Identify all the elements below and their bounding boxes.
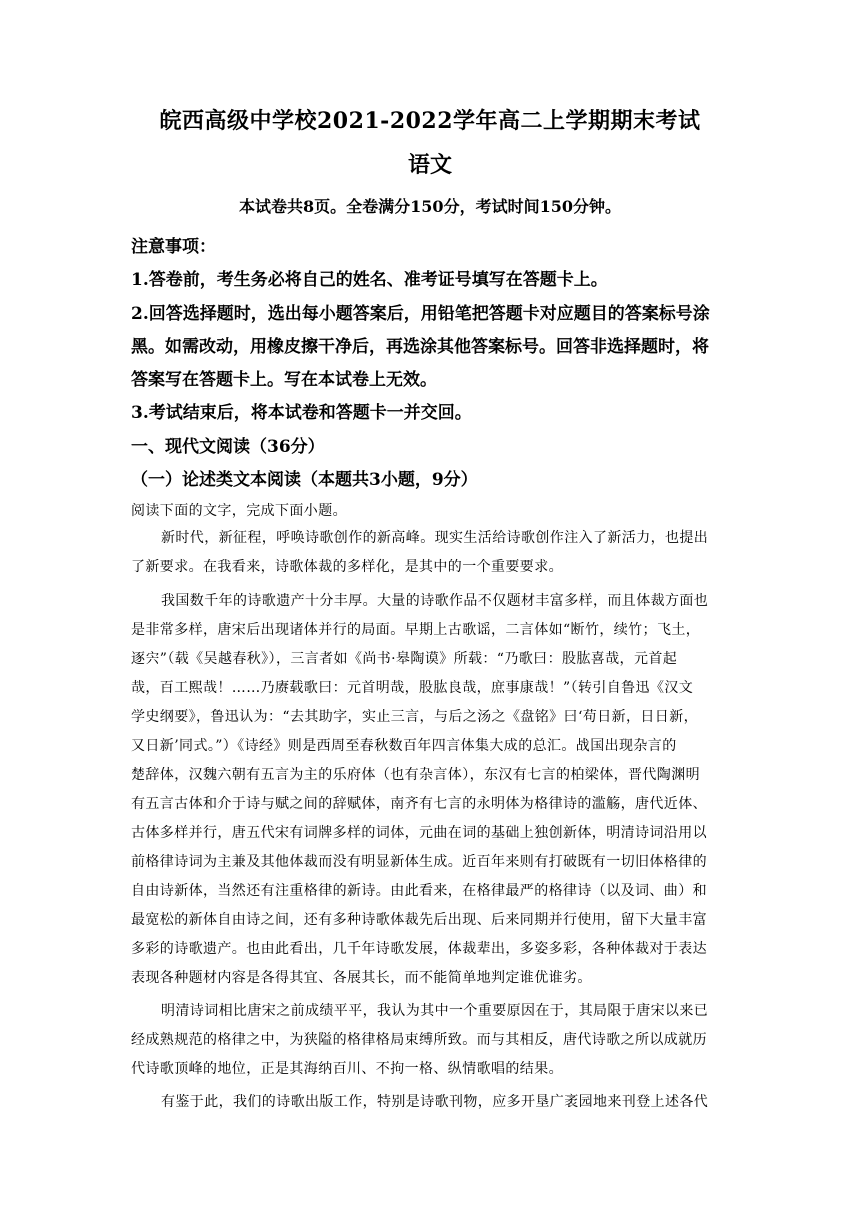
- passage-line: 又日新’同式。”）《诗经》则是西周至春秋数百年四言体集大成的总汇。战国出现杂言的: [131, 738, 677, 754]
- passage-line: 我国数千年的诗歌遗产十分丰厚。大量的诗歌作品不仅题材丰富多样，而且体裁方面也: [161, 593, 709, 609]
- notice-line: 1.答卷前，考生务必将自己的姓名、准考证号填写在答题卡上。: [131, 270, 608, 290]
- instruction-text: 阅读下面的文字，完成下面小题。: [131, 503, 347, 519]
- passage-line: 最宽松的新体自由诗之间，还有多种诗歌体裁先后出现、后来同期并行使用，留下大量丰富: [131, 912, 707, 928]
- passage-line: 古体多样并行，唐五代宋有词牌多样的词体，元曲在词的基础上独创新体，明清诗词沿用以: [131, 825, 707, 841]
- exam-subject: 语文: [407, 152, 452, 178]
- passage-line: 前格律诗词为主兼及其他体裁而没有明显新体生成。近百年来则有打破既有一切旧体格律的: [131, 854, 707, 870]
- passage-line: 自由诗新体，当然还有注重格律的新诗。由此看来，在格律最严的格律诗（以及词、曲）和: [131, 883, 707, 899]
- notices-heading: 注意事项：: [131, 237, 216, 257]
- section-subheading: （一）论述类文本阅读（本题共3小题，9分）: [131, 470, 478, 490]
- passage-line: 多彩的诗歌遗产。也由此看出，几千年诗歌发展，体裁辈出，多姿多彩，各种体裁对于表达: [131, 941, 707, 957]
- notice-line: 2.回答选择题时，选出每小题答案后，用铅笔把答题卡对应题目的答案标号涂: [131, 304, 710, 324]
- passage-line: 逐宍”（载《吴越春秋》），三言者如《尚书·皋陶谟》所载：“乃歌曰：股肱喜哉，元首起: [131, 651, 678, 667]
- exam-info: 本试卷共8页。全卷满分150分，考试时间150分钟。: [239, 197, 621, 216]
- passage-line: 代诗歌顶峰的地位，正是其海纳百川、不拘一格、纵情歌唱的结果。: [131, 1061, 563, 1077]
- passage-line: 新时代，新征程，呼唤诗歌创作的新高峰。现实生活给诗歌创作注入了新活力，也提出: [161, 530, 709, 546]
- passage-line: 有鉴于此，我们的诗歌出版工作，特别是诗歌刊物，应多开垦广袤园地来刊登上述各代: [161, 1094, 709, 1110]
- passage-line: 明清诗词相比唐宋之前成绩平平，我认为其中一个重要原因在于，其局限于唐宋以来已: [161, 1003, 709, 1019]
- passage-line: 经成熟规范的格律之中，为狭隘的格律格局束缚所致。而与其相反，唐代诗歌之所以成就历: [131, 1032, 707, 1048]
- passage-line: 楚辞体，汉魏六朝有五言为主的乐府体（也有杂言体），东汉有七言的柏梁体，晋代陶渊明: [131, 767, 700, 783]
- passage-line: 表现各种题材内容是各得其宜、各展其长，而不能简单地判定谁优谁劣。: [131, 970, 592, 986]
- notice-line: 黑。如需改动，用橡皮擦干净后，再选涂其他答案标号。回答非选择题时，将: [131, 337, 709, 357]
- passage-line: 学史纲要》，鲁迅认为：“去其助字，实止三言，与后之汤之《盘铭》曰‘苟日新，日日新，: [131, 709, 699, 725]
- passage-line: 有五言古体和介于诗与赋之间的辞赋体，南齐有七言的永明体为格律诗的滥觞，唐代近体、: [131, 796, 707, 812]
- passage-line: 哉，百工熙哉！……乃赓载歌曰：元首明哉，股肱良哉，庶事康哉！”（转引自鲁迅《汉文: [131, 680, 694, 696]
- passage-line: 了新要求。在我看来，诗歌体裁的多样化，是其中的一个重要要求。: [131, 559, 563, 575]
- passage-line: 是非常多样，唐宋后出现诸体并行的局面。早期上古歌谣，二言体如“断竹，续竹；飞土，: [131, 622, 701, 638]
- notice-line: 答案写在答题卡上。写在本试卷上无效。: [131, 370, 437, 390]
- exam-title: 皖西高级中学校2021-2022学年高二上学期期末考试: [159, 108, 701, 134]
- section-heading: 一、现代文阅读（36分）: [131, 437, 325, 457]
- notice-line: 3.考试结束后，将本试卷和答题卡一并交回。: [131, 403, 472, 423]
